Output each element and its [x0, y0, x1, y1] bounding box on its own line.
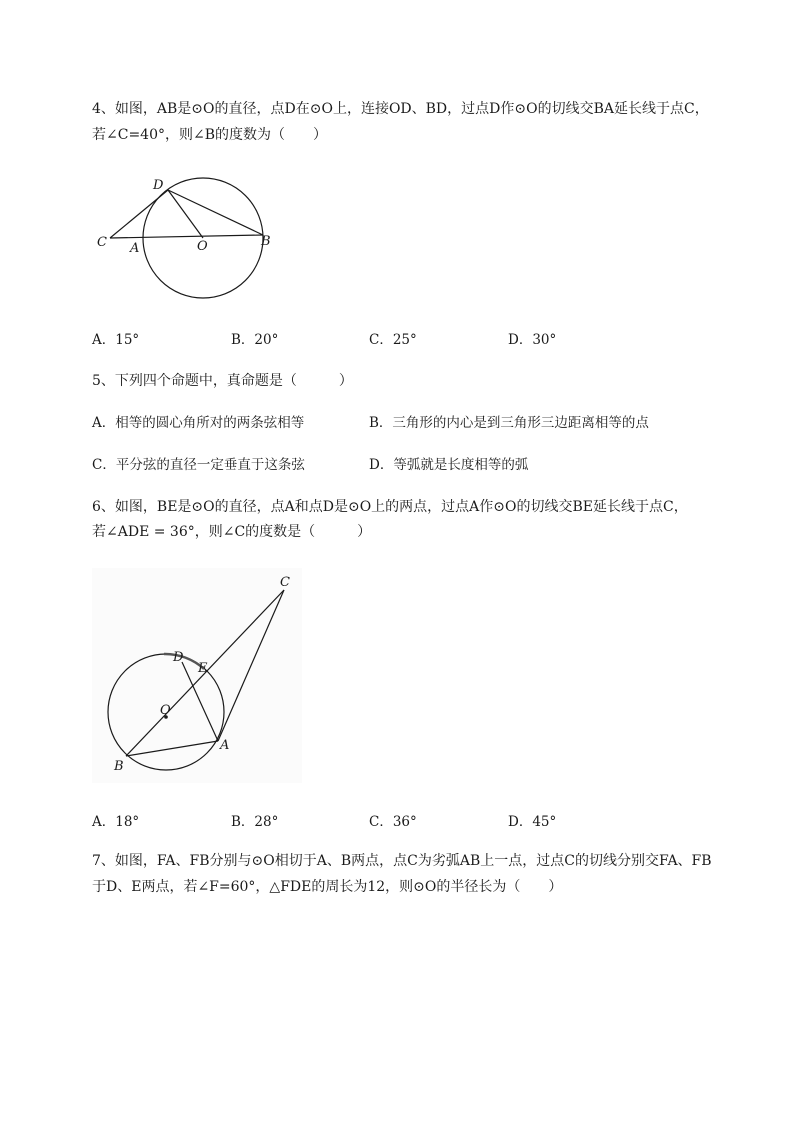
q4-stem-line1: 4、如图，AB是⊙O的直径，点D在⊙O上，连接OD、BD，过点D作⊙O的切线交BA延长线于点C，	[92, 101, 709, 117]
q6-label-A: A	[220, 738, 230, 753]
q4-option-d[interactable]: D．30°	[508, 332, 557, 348]
q4-line-OD	[168, 190, 203, 238]
q6-label-O: O	[160, 703, 171, 718]
q4-line-CB	[110, 235, 263, 238]
q5-option-d[interactable]: D．等弧就是长度相等的弧	[369, 457, 529, 473]
q7-stem-line2: 于D、E两点，若∠F=60°，△FDE的周长为12，则⊙O的半径长为（ ）	[92, 879, 563, 895]
q6-label-C: C	[280, 575, 290, 590]
q4-tangent-CD	[110, 190, 168, 238]
q4-label-B: B	[261, 234, 271, 249]
q4-label-A: A	[130, 241, 140, 256]
q4-label-O: O	[197, 239, 208, 254]
q4-option-b[interactable]: B．20°	[231, 332, 279, 348]
q6-label-D: D	[173, 650, 184, 665]
q4-stem-line2: 若∠C=40°，则∠B的度数为（ ）	[92, 127, 328, 143]
q5-stem: 5、下列四个命题中，真命题是（ ）	[92, 373, 353, 389]
q5-option-a[interactable]: A．相等的圆心角所对的两条弦相等	[92, 415, 305, 431]
q4-line-BD	[168, 190, 263, 235]
q5-option-c[interactable]: C．平分弦的直径一定垂直于这条弦	[92, 457, 305, 473]
q5-option-b[interactable]: B．三角形的内心是到三角形三边距离相等的点	[369, 415, 649, 431]
q6-label-B: B	[114, 759, 124, 774]
q4-option-a[interactable]: A．15°	[92, 332, 140, 348]
q4-option-c[interactable]: C．25°	[369, 332, 417, 348]
q4-label-C: C	[97, 235, 107, 250]
q6-option-a[interactable]: A．18°	[92, 814, 140, 830]
q6-option-c[interactable]: C．36°	[369, 814, 417, 830]
q6-figure	[92, 568, 302, 783]
q6-option-b[interactable]: B．28°	[231, 814, 279, 830]
q6-stem-line2: 若∠ADE = 36°，则∠C的度数是（ ）	[92, 524, 372, 540]
q4-label-D: D	[153, 178, 164, 193]
q6-stem-line1: 6、如图，BE是⊙O的直径，点A和点D是⊙O上的两点，过点A作⊙O的切线交BE延长线于点C，	[92, 499, 688, 515]
q6-label-E: E	[198, 661, 208, 676]
q7-stem-line1: 7、如图，FA、FB分别与⊙O相切于A、B两点，点C为劣弧AB上一点，过点C的切线分别交FA、FB	[92, 853, 712, 869]
q6-option-d[interactable]: D．45°	[508, 814, 557, 830]
q4-figure	[92, 170, 282, 305]
